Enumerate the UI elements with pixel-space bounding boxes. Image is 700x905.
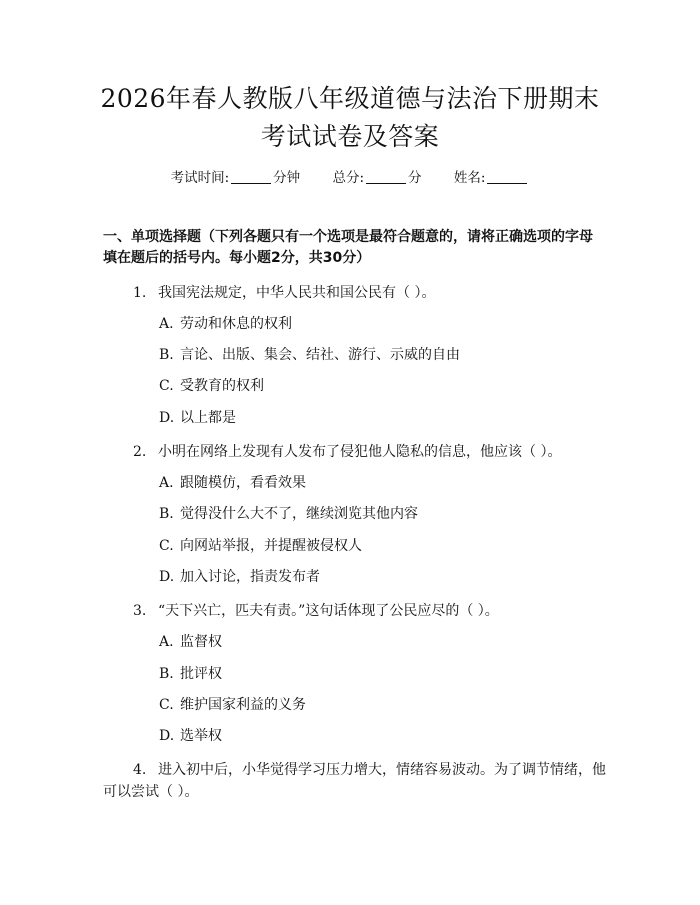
question-text: “天下兴亡，匹夫有责。”这句话体现了公民应尽的（ ）。 [158, 603, 499, 619]
total-score-unit: 分 [408, 170, 422, 186]
option-key: D. [159, 410, 175, 426]
exam-time-field [171, 170, 301, 186]
question-number: 3. [133, 603, 147, 619]
option-key: B. [159, 347, 174, 363]
page-title-line1: 2026年春人教版八年级道德与法治下册期末 [100, 84, 600, 113]
question-number: 1. [133, 285, 147, 301]
option-key: C. [159, 378, 174, 394]
exam-time-label: 考试时间: [170, 170, 230, 186]
section-heading [103, 227, 603, 269]
question-text: 进入初中后，小华觉得学习压力增大，情绪容易波动。为了调节情绪，他 [158, 762, 606, 778]
option-text: 加入讨论，指责发布者 [180, 569, 320, 585]
option-text: 跟随模仿，看看效果 [180, 475, 306, 491]
total-score-blank[interactable] [366, 169, 406, 184]
name-field [454, 170, 530, 186]
option-text: 受教育的权利 [180, 378, 264, 394]
option-key: B. [159, 506, 174, 522]
option-text: 以上都是 [180, 410, 236, 426]
section-heading-line2: 填在题后的括号内。每小题2分，共30分） [103, 250, 371, 266]
option-key: A. [159, 475, 174, 491]
option-text: 劳动和休息的权利 [180, 316, 292, 332]
total-score-label: 总分: [332, 170, 365, 186]
option-text: 言论、出版、集会、结社、游行、示威的自由 [180, 347, 460, 363]
option-text: 监督权 [180, 634, 222, 650]
option-key: C. [159, 697, 174, 713]
exam-time-unit: 分钟 [273, 170, 301, 186]
option-key: A. [159, 634, 174, 650]
option-key: D. [159, 569, 175, 585]
question-number: 2. [133, 444, 147, 460]
option-key: A. [159, 316, 174, 332]
option-text: 选举权 [180, 728, 222, 744]
option-key: B. [159, 666, 174, 682]
total-score-field [332, 170, 421, 186]
page-title-line2: 考试试卷及答案 [260, 122, 440, 151]
exam-time-blank[interactable] [231, 169, 271, 184]
option-text: 觉得没什么大不了，继续浏览其他内容 [180, 506, 418, 522]
question-text: 我国宪法规定，中华人民共和国公民有（ ）。 [158, 285, 436, 301]
name-blank[interactable] [487, 169, 527, 184]
question-text-continued: 可以尝试（ ）。 [103, 784, 199, 800]
option-key: C. [159, 538, 174, 554]
name-label: 姓名: [453, 170, 486, 186]
option-key: D. [159, 728, 175, 744]
option-text: 批评权 [180, 666, 222, 682]
section-heading-line1: 一、单项选择题（下列各题只有一个选项是最符合题意的，请将正确选项的字母 [103, 229, 593, 245]
question-text: 小明在网络上发现有人发布了侵犯他人隐私的信息，他应该（ ）。 [158, 444, 562, 460]
option-text: 维护国家利益的义务 [180, 697, 306, 713]
option-text: 向网站举报，并提醒被侵权人 [180, 538, 362, 554]
question-number: 4. [133, 762, 147, 778]
exam-info [0, 168, 700, 188]
